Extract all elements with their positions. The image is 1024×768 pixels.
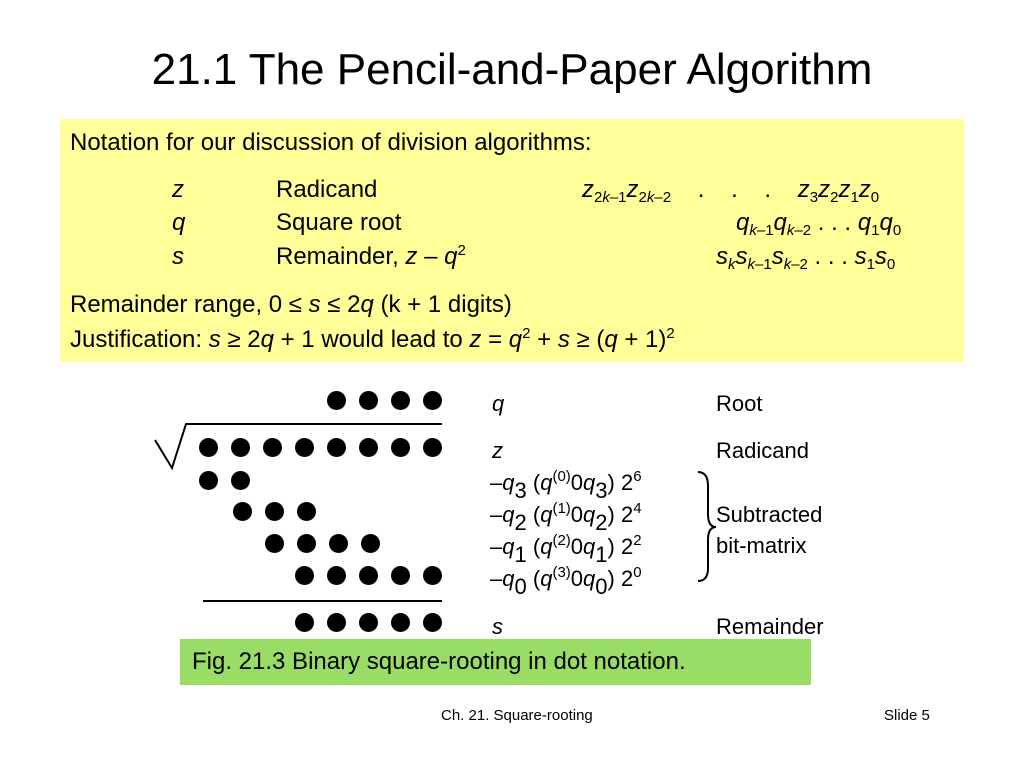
dot bbox=[265, 534, 284, 553]
symbol-z: z bbox=[172, 176, 184, 203]
symbol-q: q bbox=[172, 209, 186, 236]
dot bbox=[423, 566, 442, 585]
dot bbox=[295, 438, 314, 457]
diagram-symbol-q: q bbox=[492, 391, 505, 416]
dot bbox=[265, 502, 284, 521]
figure-caption-box bbox=[180, 639, 811, 685]
term-q2: $-q_2$ $(q^{(1)}0q_2)$ $2^4$ bbox=[490, 500, 642, 535]
diagram-label-remainder: Remainder bbox=[716, 614, 824, 639]
diagram-label-radicand: Radicand bbox=[716, 438, 809, 463]
dot bbox=[359, 613, 378, 632]
label-square-root: Square root bbox=[276, 209, 402, 236]
dot bbox=[297, 502, 316, 521]
dot bbox=[295, 613, 314, 632]
dot bbox=[391, 438, 410, 457]
label-radicand: Radicand bbox=[276, 176, 378, 203]
dot bbox=[327, 438, 346, 457]
notation-heading: Notation for our discussion of division algorithms: bbox=[70, 129, 592, 156]
figure-caption: Fig. 21.3 Binary square-rooting in dot notation. bbox=[192, 648, 686, 675]
dot bbox=[327, 391, 346, 410]
dot bbox=[391, 566, 410, 585]
dot bbox=[233, 502, 252, 521]
dot bbox=[297, 534, 316, 553]
term-q1: $-q_1$ $(q^{(2)}0q_1)$ $2^2$ bbox=[490, 532, 642, 567]
diagram-symbol-s: s bbox=[492, 614, 503, 639]
diagram-symbol-z: z bbox=[492, 438, 503, 463]
subtracted-bracket bbox=[698, 472, 716, 581]
dot bbox=[329, 534, 348, 553]
slide-title: 21.1 The Pencil-and-Paper Algorithm bbox=[151, 45, 873, 94]
dot bbox=[359, 391, 378, 410]
dot bbox=[327, 566, 346, 585]
dot bbox=[231, 438, 250, 457]
term-q0: $-q_0$ $(q^{(3)}0q_0)$ $2^0$ bbox=[490, 564, 642, 599]
radicand-digits: $z_{2k-1}z_{2k-2}$ . . . $z_3z_2z_1z_0$ bbox=[582, 176, 880, 206]
root-digits: $q_{k-1}q_{k-2}$ . . . $q_1q_0$ bbox=[736, 209, 902, 239]
diagram-label-root: Root bbox=[716, 391, 763, 416]
dot bbox=[327, 613, 346, 632]
dot bbox=[199, 471, 218, 490]
dot bbox=[359, 566, 378, 585]
dot bbox=[391, 613, 410, 632]
remainder-digits: $s_ks_{k-1}s_{k-2}$ . . . $s_1s_0$ bbox=[716, 243, 896, 273]
dot bbox=[231, 471, 250, 490]
dot bbox=[359, 438, 378, 457]
dot bbox=[423, 438, 442, 457]
remainder-range: Remainder range, 0 ≤ s ≤ 2q (k + 1 digits) bbox=[70, 291, 512, 318]
justification: Justification: s ≥ 2q + 1 would lead to $z = q^2 + s \ge (q + 1)^2$ bbox=[70, 325, 675, 353]
footer-slide-number: Slide 5 bbox=[884, 707, 930, 724]
symbol-s: s bbox=[172, 243, 184, 270]
footer-chapter: Ch. 21. Square-rooting bbox=[441, 707, 593, 724]
bracket-label-line2: bit-matrix bbox=[716, 533, 807, 558]
dot bbox=[423, 613, 442, 632]
dot bbox=[199, 438, 218, 457]
bracket-label-line1: Subtracted bbox=[716, 502, 823, 527]
dot bbox=[263, 438, 282, 457]
term-q3: $-q_3$ $(q^{(0)}0q_3)$ $2^6$ bbox=[490, 468, 642, 503]
dot bbox=[423, 391, 442, 410]
dot bbox=[295, 566, 314, 585]
dot bbox=[361, 534, 380, 553]
dot bbox=[391, 391, 410, 410]
label-remainder: Remainder, z – $q^2$ bbox=[276, 242, 466, 270]
